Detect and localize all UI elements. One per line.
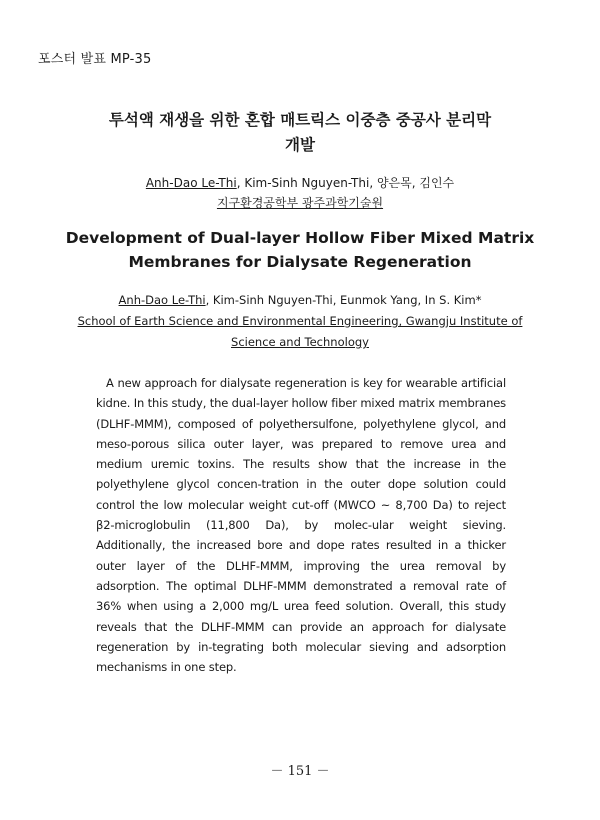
english-title-line1: Development of Dual-layer Hollow Fiber Mixed Matrix — [65, 229, 535, 247]
korean-authors — [0, 173, 600, 193]
english-title-line2: Membranes for Dialysate Regeneration — [128, 253, 472, 271]
english-affiliation-line1: School of Earth Science and Environmental Engineering, Gwangju Institute of — [77, 314, 523, 328]
korean-affiliation: 지구환경공학부 광주과학기술원 — [216, 196, 384, 210]
english-presenter: Anh-Dao Le-Thi — [118, 293, 206, 307]
english-title — [0, 226, 600, 274]
abstract-paragraph: A new approach for dialysate regeneration is key for wearable artificial kidne. In this study, the dual-layer hollow fiber mixed matrix membranes (DLHF-MMM), composed of polyethersulfone, polyethylene glycol, and meso-porous silica outer layer, was prepared to remove urea and medium uremic toxins. The results show that the increase in the polyethylene glycol concen-tration in the outer dope solution could control the low molecular weight cut-off (MWCO ~ 8,700 Da) to reject β2-microglobulin (11,800 Da), by molec-ular weight sieving. Additionally, the increased bore and dope rates resulted in a thicker outer layer of the DLHF-MMM, improving the urea removal by adsorption. The optimal DLHF-MMM demonstrated a removal rate of 36% when using a 2,000 mg/L urea feed solution. Overall, this study reveals that the DLHF-MMM can provide an approach for dialysate regeneration by in-tegrating both molecular sieving and adsorption mechanisms in one step. — [96, 376, 506, 675]
korean-coauthors: , Kim-Sinh Nguyen-Thi, 양은목, 김인수 — [236, 176, 455, 190]
english-authors — [0, 290, 600, 311]
page-number: － 151 － — [270, 764, 330, 779]
korean-authors-block — [0, 173, 600, 213]
korean-title-line2: 개발 — [285, 136, 315, 154]
korean-presenter: Anh-Dao Le-Thi — [145, 176, 237, 190]
korean-title-line1: 투석액 재생을 위한 혼합 매트릭스 이중층 중공사 분리막 — [108, 111, 492, 129]
english-authors-block — [0, 290, 600, 353]
english-coauthors: , Kim-Sinh Nguyen-Thi, Eunmok Yang, In S. Kim* — [205, 293, 482, 307]
korean-title — [0, 108, 600, 158]
english-affiliation-line2: Science and Technology — [231, 335, 369, 349]
session-label: 포스터 발표 MP-35 — [38, 52, 152, 67]
